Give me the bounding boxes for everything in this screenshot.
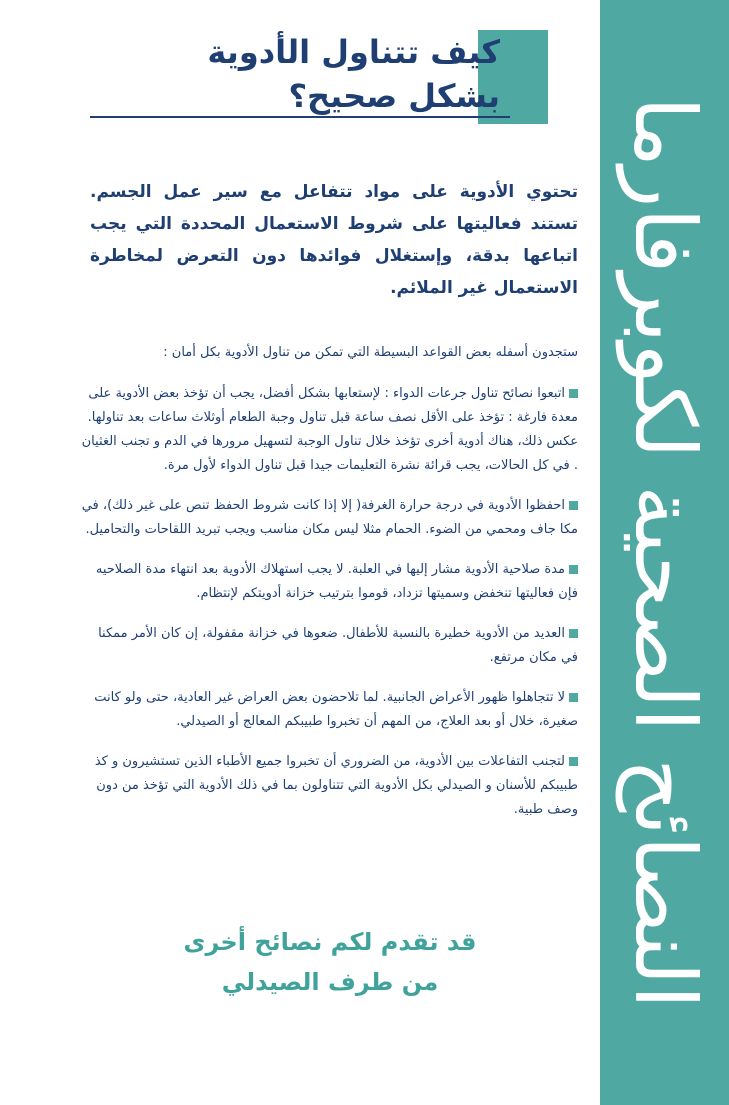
square-bullet-icon <box>569 565 578 574</box>
tip-text: اتبعوا نصائح تناول جرعات الدواء : لإستعابها بشكل أفضل، يجب أن تؤخذ بعض الأدوية على معدة فارغة : تؤخذ على الأقل نصف ساعة قبل تناول وجبة الطعام أوثلاث ساعات بعد تناولها. عكس ذلك، هناك أدوية أخرى تؤخذ خلال تناول الوجبة لتسهيل مرورها في الدم و تجنب الغثيان . في كل الحالات، يجب قرائة نشرة التعليمات جيدا قبل تناول الدواء لأول مرة. <box>81 386 578 473</box>
tip-item <box>78 750 578 822</box>
title-underline <box>90 116 510 118</box>
tip-text: لا تتجاهلوا ظهور الأعراض الجانبية. لما تلاحضون بعض العراض غير العادية، حتى ولو كانت صغيرة، خلال أو بعد العلاج، من المهم أن تخبروا طبيبكم المعالج أو الصيدلي. <box>94 690 578 729</box>
sidebar-title: النصائح الصحية لكوبرفارما <box>616 96 714 1009</box>
square-bullet-icon <box>569 501 578 510</box>
tip-text: احفظوا الأدوية في درجة حرارة الغرفة( إلا إذا كانت شروط الحفظ تنص على غير ذلك)، في مكا جاف ومحمي من الضوء. الحمام مثلا ليس مكان مناسب ويجب تبريد اللقاحات والتحاميل. <box>81 498 578 537</box>
page-title-line-1: كيف تتناول الأدوية <box>207 33 500 71</box>
tip-item <box>78 622 578 670</box>
square-bullet-icon <box>569 757 578 766</box>
intro-paragraph: تحتوي الأدوية على مواد تتفاعل مع سير عمل الجسم. تستند فعاليتها على شروط الاستعمال المحددة التي يجب اتباعها بدقة، وإستغلال فوائدها دون التعرض لمخاطرة الاستعمال غير الملائم. <box>90 182 578 298</box>
tip-item <box>78 382 578 478</box>
page-title-line-2: بشكل صحيح؟ <box>288 77 500 115</box>
lead-paragraph: ستجدون أسفله بعض القواعد البسيطة التي تمكن من تناول الأدوية بكل أمان : <box>163 345 578 360</box>
tip-item <box>78 686 578 734</box>
pharmacist-advice-footer <box>140 922 520 1002</box>
tip-item <box>78 558 578 606</box>
sidebar-banner <box>600 0 729 1105</box>
tip-text: مدة صلاحية الأدوية مشار إليها في العلبة. لا يجب استهلاك الأدوية بعد انتهاء مدة الصلاحيه فإن فعاليتها تنخفض وسميتها تزداد، قوموا بترتيب خزانة أدويتكم لإنتظام. <box>95 562 578 601</box>
tips-list <box>78 382 578 838</box>
square-bullet-icon <box>569 389 578 398</box>
tip-text: العديد من الأدوية خطيرة بالنسبة للأطفال. ضعوها في خزانة مقفولة، إن كان الأمر ممكنا في مكان مرتفع. <box>98 626 578 665</box>
page-title <box>90 30 500 118</box>
square-bullet-icon <box>569 629 578 638</box>
footer-line-2: من طرف الصيدلي <box>221 968 439 996</box>
tip-item <box>78 494 578 542</box>
square-bullet-icon <box>569 693 578 702</box>
tip-text: لتجنب التفاعلات بين الأدوية، من الضروري أن تخبروا جميع الأطباء الذين تستشيرون و كذ طبيبكم للأسنان و الصيدلي بكل الأدوية التي تتناولون بما في ذلك الأدوية التي تؤخذ من دون وصف طبية. <box>94 754 578 817</box>
footer-line-1: قد تقدم لكم نصائح أخرى <box>183 928 477 956</box>
